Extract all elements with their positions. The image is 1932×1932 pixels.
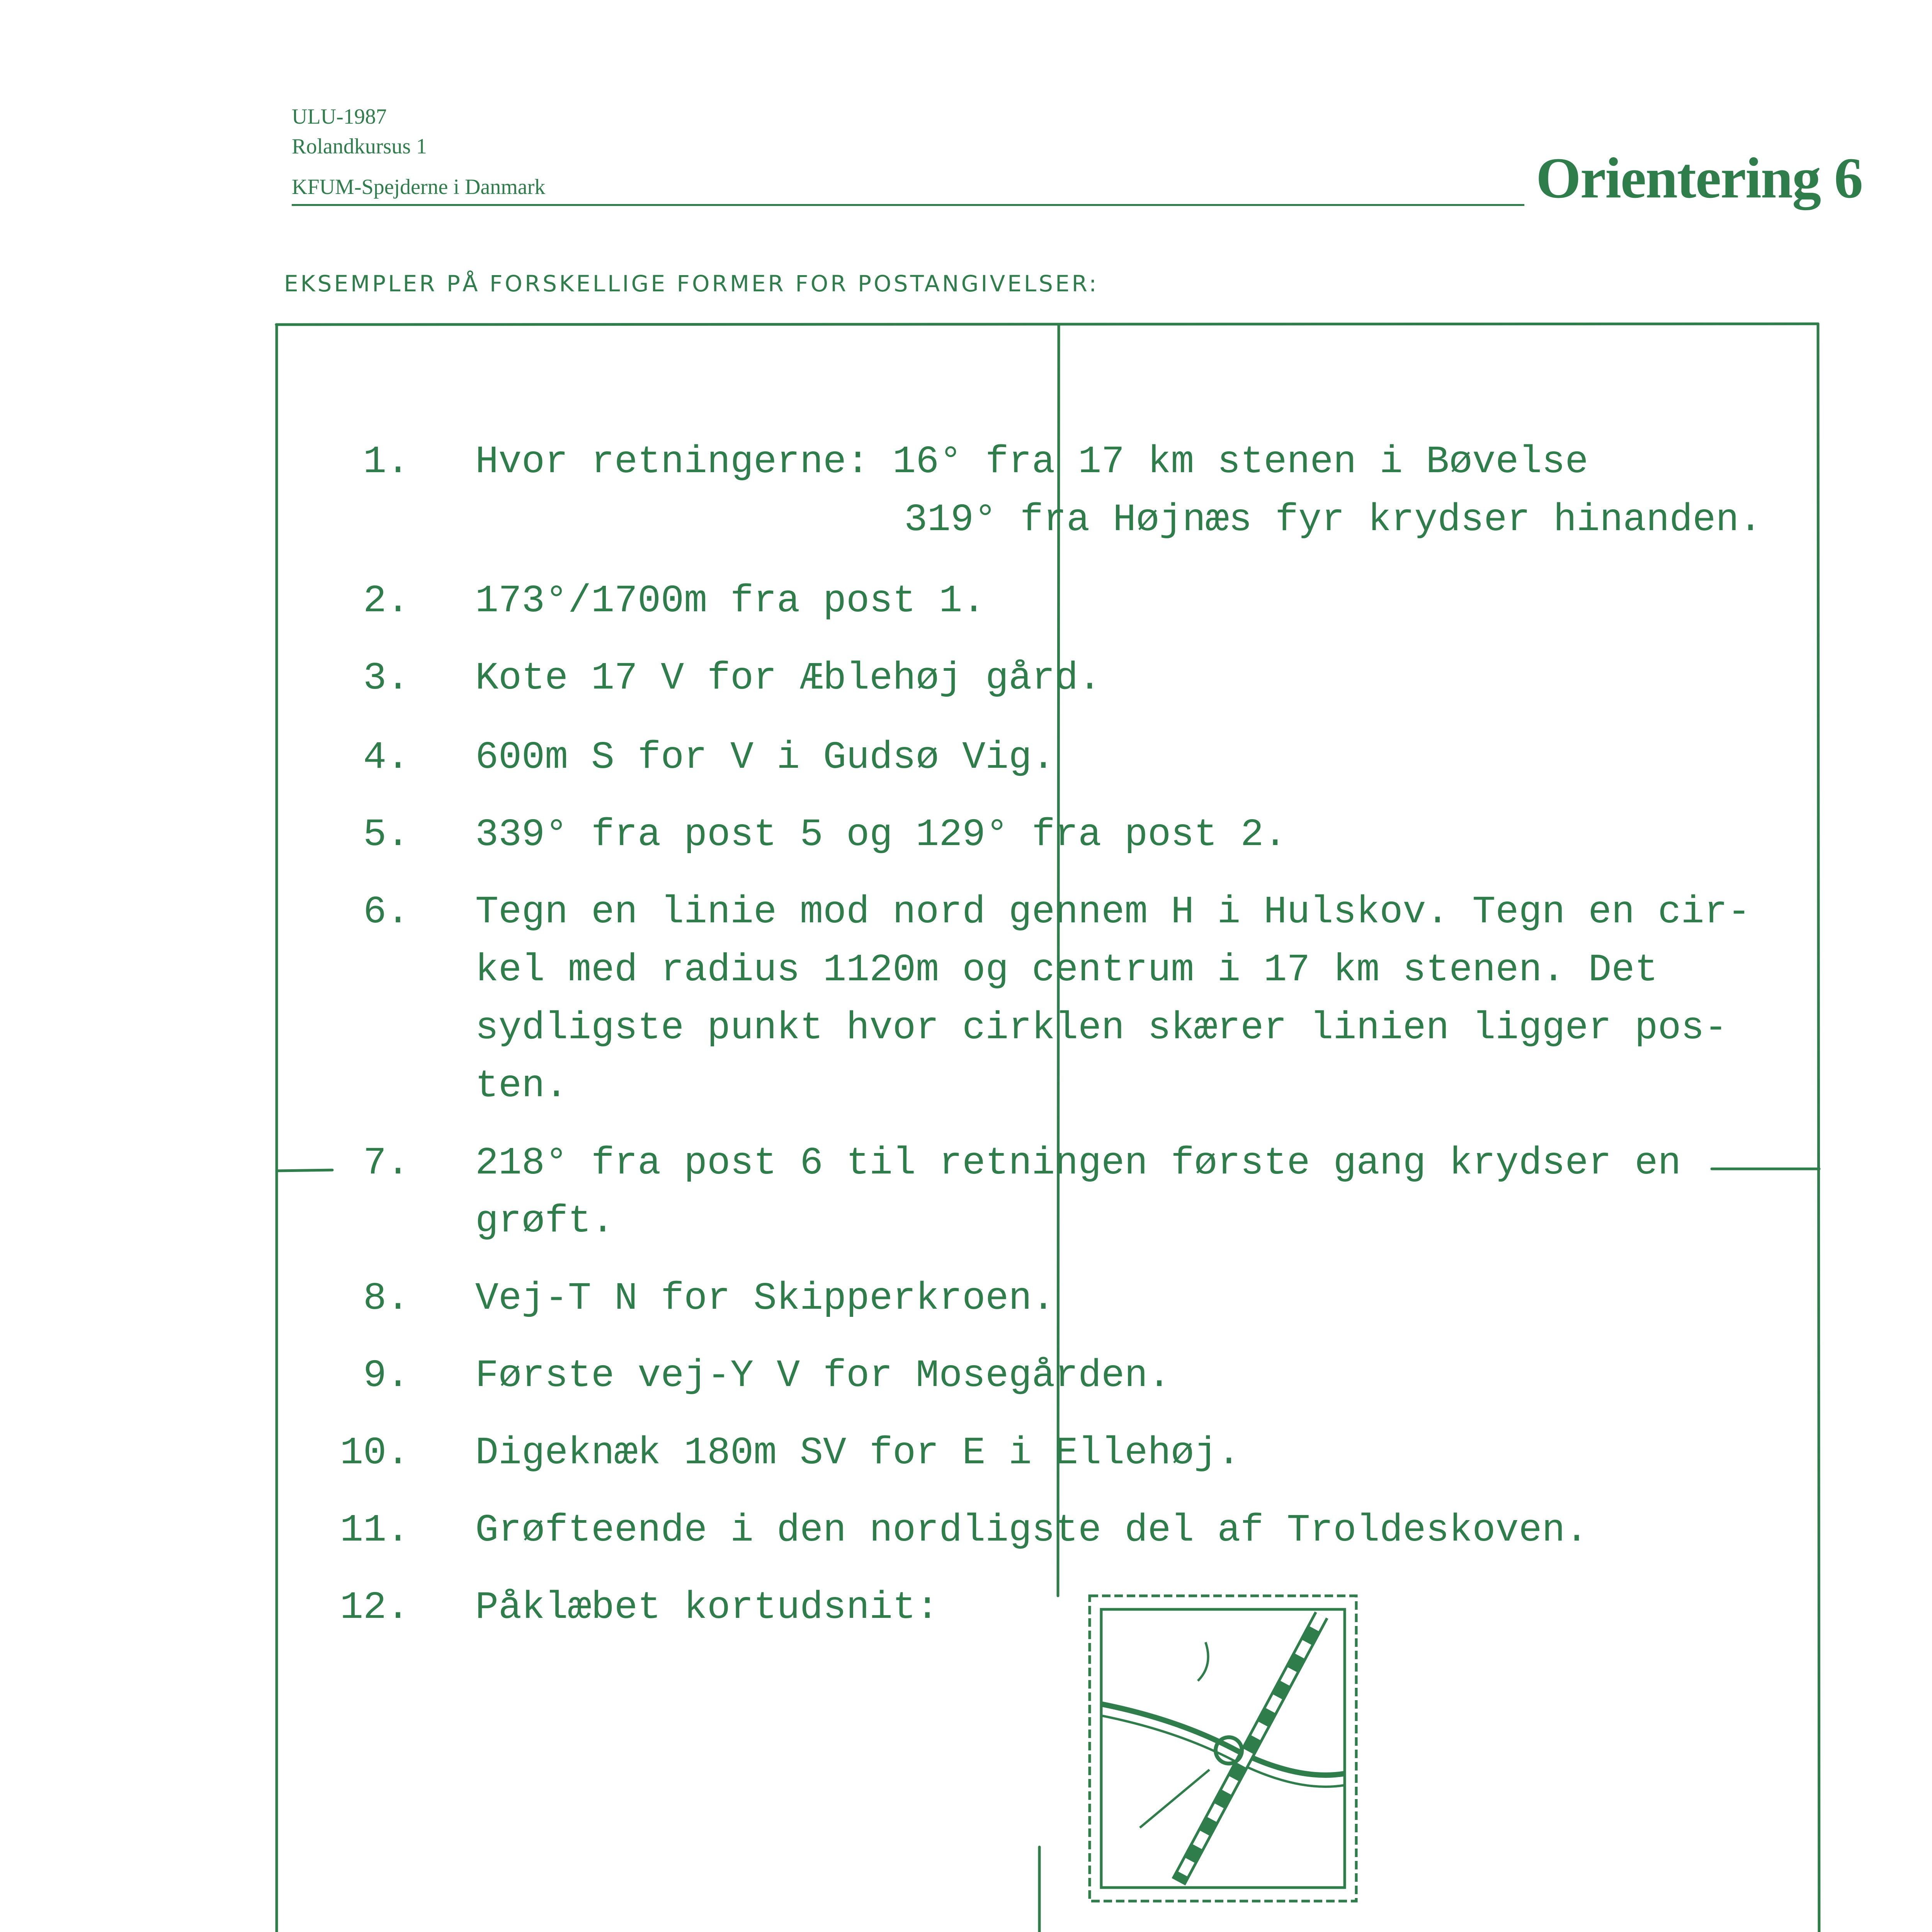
- item-text: 173°/1700m fra post 1.: [475, 580, 986, 623]
- item-text: kel med radius 1120m og centrum i 17 km stenen. Det: [475, 949, 1658, 992]
- header-line-1: ULU-1987: [292, 105, 387, 129]
- item-text: 218° fra post 6 til retningen første gang krydser en: [475, 1142, 1681, 1185]
- item-number: 12.: [340, 1586, 410, 1630]
- item-number: 1.: [363, 440, 410, 484]
- item-number: 9.: [363, 1354, 410, 1398]
- header-line-3: KFUM-Spejderne i Danmark: [292, 175, 546, 199]
- item-number: 10.: [340, 1432, 410, 1475]
- item-number: 7.: [363, 1142, 410, 1185]
- page-title: Orientering 6: [1536, 146, 1862, 210]
- item-text: Vej-T N for Skipperkroen.: [475, 1277, 1055, 1321]
- item-text: Første vej-Y V for Mosegården.: [475, 1354, 1171, 1398]
- item-number: 2.: [363, 580, 410, 623]
- header-line-2: Rolandkursus 1: [292, 134, 427, 158]
- map-stamp-icon: [1082, 1588, 1364, 1909]
- item-number: 5.: [363, 813, 410, 857]
- item-text: grøft.: [475, 1200, 615, 1243]
- item-text: sydligste punkt hvor cirklen skærer linien ligger pos-: [475, 1007, 1728, 1050]
- item-text: Påklæbet kortudsnit:: [475, 1586, 939, 1630]
- item-text: Kote 17 V for Æblehøj gård.: [475, 657, 1102, 701]
- item-text: 319° fra Højnæs fyr krydser hinanden.: [904, 498, 1762, 542]
- item-text: Tegn en linie mod nord gennem H i Hulskov. Tegn en cir-: [475, 891, 1751, 934]
- item-text: Digeknæk 180m SV for E i Ellehøj.: [475, 1432, 1241, 1475]
- item-text: Hvor retningerne: 16° fra 17 km stenen i Bøvelse: [475, 440, 1588, 484]
- item-text: 339° fra post 5 og 129° fra post 2.: [475, 813, 1287, 857]
- subtitle: EKSEMPLER PÅ FORSKELLIGE FORMER FOR POSTANGIVELSER:: [284, 270, 1099, 297]
- item-text: 600m S for V i Gudsø Vig.: [475, 736, 1055, 780]
- item-number: 6.: [363, 891, 410, 934]
- item-number: 3.: [363, 657, 410, 701]
- item-number: 11.: [340, 1509, 410, 1553]
- item-text: Grøfteende i den nordligste del af Troldeskoven.: [475, 1509, 1588, 1553]
- item-number: 4.: [363, 736, 410, 780]
- item-text: ten.: [475, 1065, 568, 1108]
- item-number: 8.: [363, 1277, 410, 1321]
